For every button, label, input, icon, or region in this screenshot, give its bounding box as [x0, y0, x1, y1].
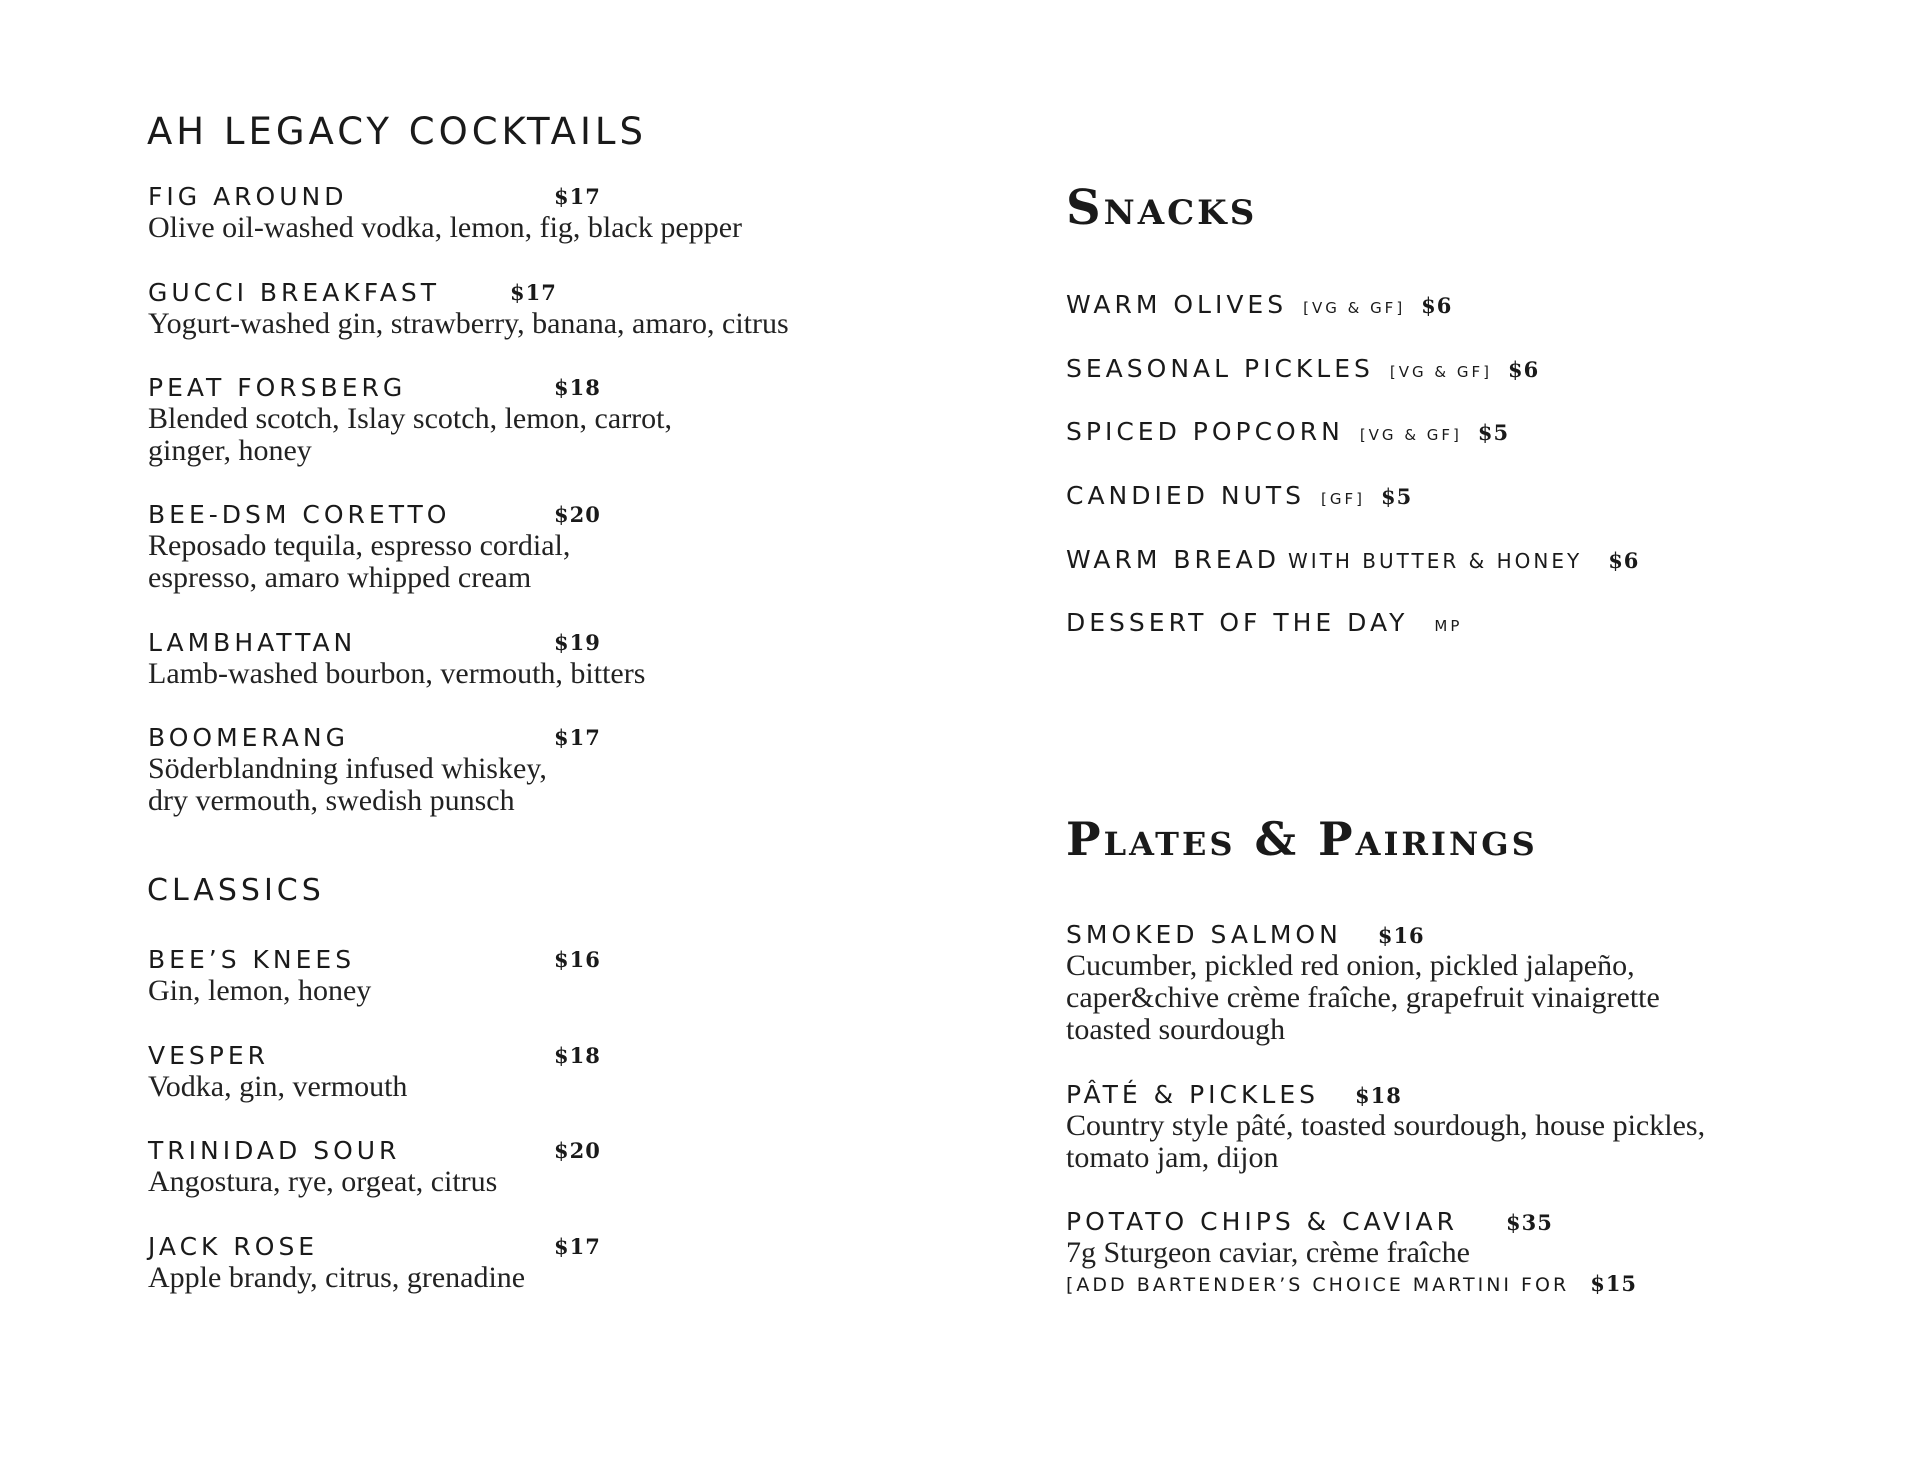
market-price-tag: MP [1434, 617, 1463, 635]
pairing-note [1066, 1271, 1637, 1296]
item-description: Reposado tequila, espresso cordial, [148, 529, 571, 562]
item-name: GUCCI BREAKFAST [148, 278, 441, 307]
item-name: TRINIDAD SOUR [148, 1136, 401, 1165]
item-description: Söderblandning infused whiskey, [148, 752, 547, 785]
item-price: $19 [554, 630, 601, 655]
classic-item [148, 1232, 601, 1294]
item-description: tomato jam, dijon [1066, 1141, 1279, 1174]
snacks-title: Snacks [1066, 180, 1258, 236]
item-name: CANDIED NUTS [1066, 481, 1306, 510]
item-description: Country style pâté, toasted sourdough, house pickles, [1066, 1109, 1706, 1142]
item-name: WARM OLIVES [1066, 290, 1288, 319]
snack-item [1066, 417, 1509, 446]
item-description: dry vermouth, swedish punsch [148, 784, 515, 817]
item-price: $6 [1421, 293, 1453, 318]
item-description: 7g Sturgeon caviar, crème fraîche [1066, 1236, 1470, 1269]
item-price: $6 [1507, 357, 1540, 382]
item-description: caper&chive crème fraîche, grapefruit vinaigrette [1066, 981, 1660, 1014]
item-price: $17 [510, 280, 557, 305]
plate-item [1066, 1080, 1705, 1174]
item-price: $35 [1506, 1210, 1553, 1235]
item-description: toasted sourdough [1066, 1013, 1286, 1046]
cocktails-title: AH LEGACY COCKTAILS [147, 110, 648, 153]
classic-item [148, 1136, 601, 1198]
classics-title: CLASSICS [147, 873, 325, 908]
item-description: Cucumber, pickled red onion, pickled jalapeño, [1066, 949, 1635, 982]
item-description: Angostura, rye, orgeat, citrus [148, 1165, 498, 1198]
cocktail-item [148, 182, 742, 244]
item-price: $16 [554, 947, 601, 972]
item-price: $20 [554, 502, 601, 527]
cocktail-item [148, 373, 672, 467]
cocktail-item [148, 278, 789, 340]
cocktail-item [148, 723, 601, 817]
item-price: $17 [554, 1234, 601, 1259]
item-price: $16 [1377, 923, 1425, 948]
item-name: POTATO CHIPS & CAVIAR [1066, 1207, 1459, 1236]
item-description: Olive oil-washed vodka, lemon, fig, black pepper [148, 211, 742, 244]
item-name: LAMBHATTAN [148, 628, 357, 657]
snack-item [1066, 290, 1452, 319]
item-description: Gin, lemon, honey [148, 974, 372, 1007]
item-name: FIG AROUND [148, 182, 348, 211]
item-description: ginger, honey [148, 434, 312, 467]
item-price: $5 [1477, 420, 1510, 445]
dietary-tag: [VG & GF] [1359, 426, 1462, 444]
pairing-note-text: [ADD BARTENDER’S CHOICE MARTINI FOR [1066, 1274, 1570, 1296]
classic-item [148, 945, 601, 1007]
item-name: DESSERT OF THE DAY [1066, 608, 1409, 637]
pairing-note-price: $15 [1590, 1271, 1638, 1296]
item-description: Blended scotch, Islay scotch, lemon, carrot, [148, 402, 673, 435]
item-note: WITH BUTTER & HONEY [1288, 549, 1583, 573]
snack-item [1066, 545, 1639, 574]
item-name: BEE’S KNEES [148, 945, 356, 974]
item-description: Apple brandy, citrus, grenadine [148, 1261, 526, 1294]
item-name: SMOKED SALMON [1066, 920, 1342, 949]
snack-item [1066, 354, 1539, 383]
item-price: $6 [1608, 548, 1640, 573]
item-price: $17 [554, 725, 601, 750]
snack-item [1066, 608, 1462, 637]
item-price: $5 [1380, 484, 1413, 509]
item-name: PÂTÉ & PICKLES [1066, 1080, 1319, 1109]
item-name: VESPER [148, 1041, 270, 1070]
item-description: Lamb-washed bourbon, vermouth, bitters [148, 657, 646, 690]
item-price: $17 [554, 184, 601, 209]
item-description: Vodka, gin, vermouth [148, 1070, 408, 1103]
item-description: Yogurt-washed gin, strawberry, banana, amaro, citrus [148, 307, 789, 340]
dietary-tag: [GF] [1321, 490, 1365, 508]
cocktail-item [148, 500, 601, 594]
item-price: $18 [554, 1043, 601, 1068]
plate-item [1066, 1207, 1637, 1296]
classic-item [148, 1041, 601, 1103]
item-price: $18 [1355, 1083, 1402, 1108]
item-description: espresso, amaro whipped cream [148, 561, 532, 594]
cocktail-item [148, 628, 645, 690]
dietary-tag: [VG & GF] [1303, 299, 1406, 317]
item-name: SEASONAL PICKLES [1066, 354, 1374, 383]
plates-title: Plates & Pairings [1066, 812, 1538, 866]
item-price: $18 [554, 375, 601, 400]
item-name: JACK ROSE [148, 1232, 319, 1261]
item-name: PEAT FORSBERG [148, 373, 407, 402]
dietary-tag: [VG & GF] [1389, 363, 1492, 381]
item-name: BOOMERANG [148, 723, 349, 752]
item-name: WARM BREAD [1066, 545, 1281, 574]
item-name: BEE-DSM CORETTO [148, 500, 451, 529]
item-price: $20 [554, 1138, 601, 1163]
item-name: SPICED POPCORN [1066, 417, 1344, 446]
plate-item [1066, 920, 1660, 1046]
snack-item [1066, 481, 1412, 510]
